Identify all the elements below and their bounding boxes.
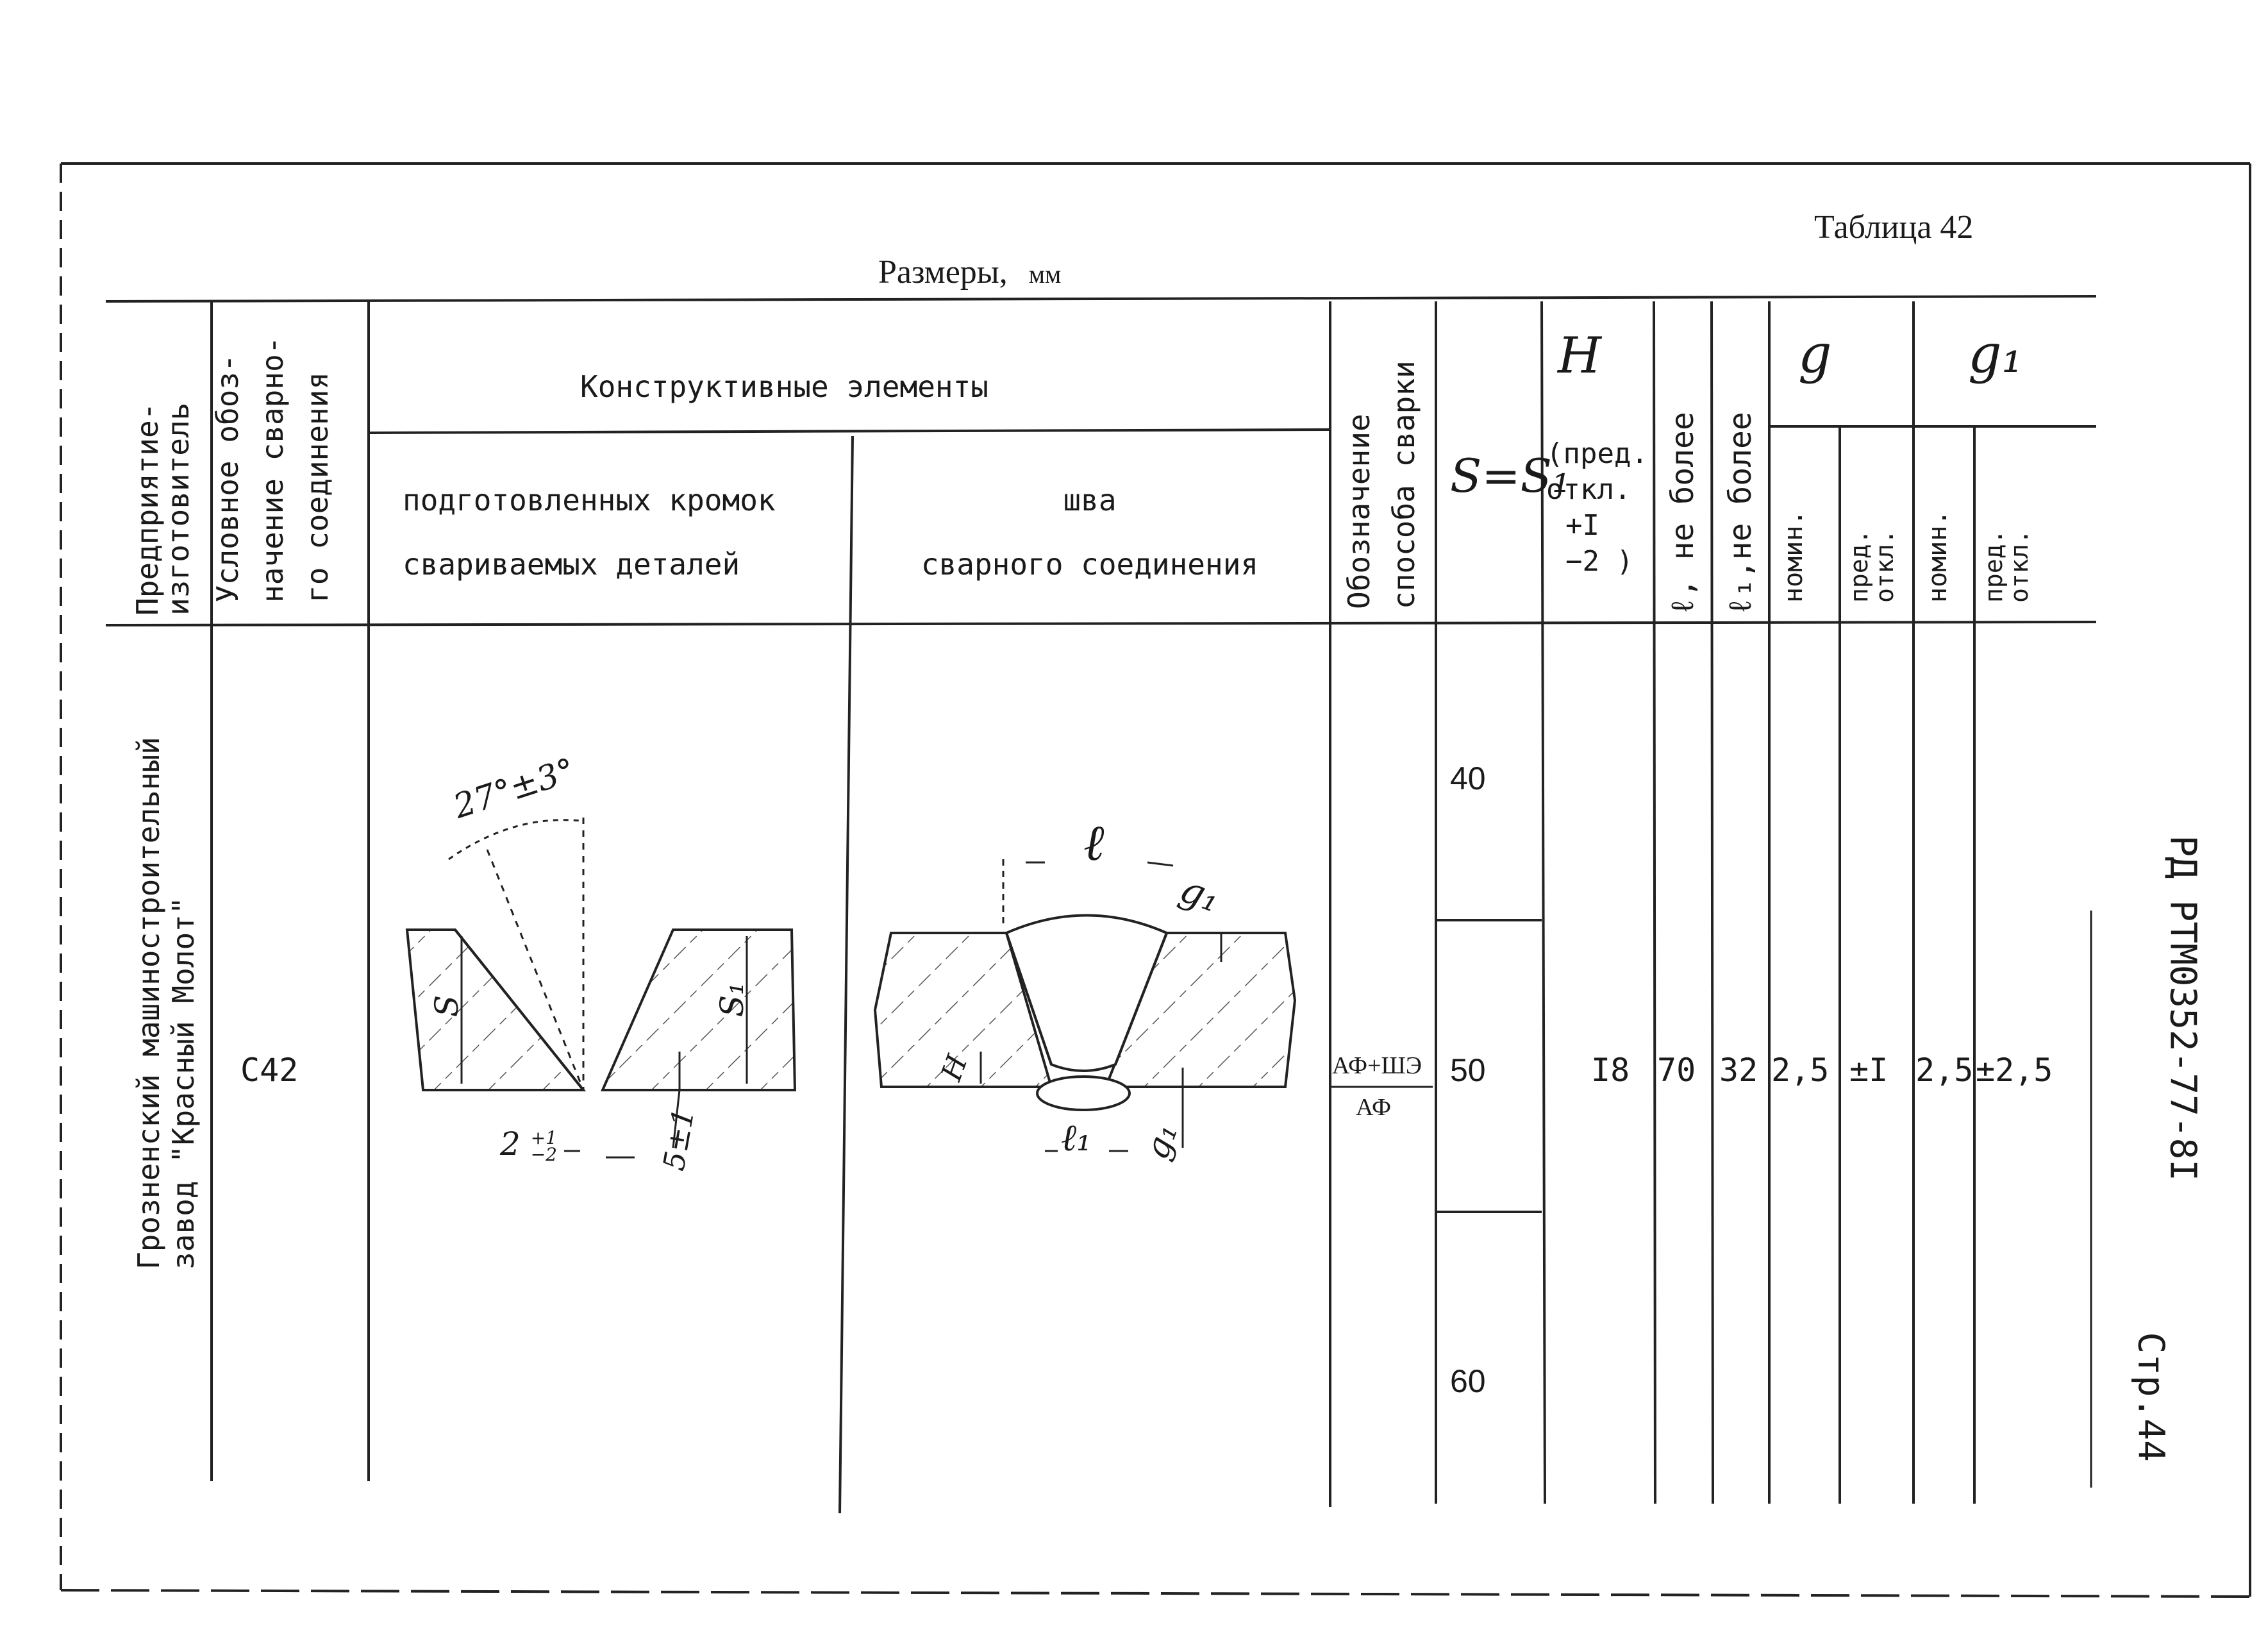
label-g1-bottom: g₁ [1137, 1118, 1186, 1164]
row-g1-nom: 2,5 [1915, 1052, 1974, 1089]
header-designation [205, 337, 340, 603]
header-l: ℓ, не более [1665, 412, 1701, 616]
header-g1-pred-2: откл. [2005, 529, 2033, 603]
header-weld [897, 478, 1282, 587]
label-l1: ℓ₁ [1061, 1116, 1092, 1159]
row-welding-method-bottom: АФ [1356, 1094, 1392, 1121]
row-enterprise-line-2: завод "Красный Молот" [166, 896, 201, 1270]
label-gap [500, 1125, 557, 1163]
header-weld-line-1: шва [1063, 483, 1117, 517]
header-welding-method [1337, 360, 1426, 609]
header-g-pred-1: пред. [1845, 529, 1873, 603]
row-l1: 32 [1719, 1052, 1758, 1089]
header-designation-line-2: начение сварно- [255, 336, 290, 603]
row-h: I8 [1591, 1052, 1630, 1089]
header-enterprise [125, 403, 201, 616]
header-prepared-edges [403, 478, 776, 587]
header-welding-method-line-1: Обозначение [1342, 414, 1376, 609]
label-l: ℓ [1083, 814, 1105, 872]
row-s-value-3: 60 [1450, 1363, 1486, 1399]
header-l1: ℓ₁,не более [1722, 412, 1758, 616]
row-welding-method-top: АФ+ШЭ [1332, 1052, 1422, 1079]
header-h-tolerance-4: −2 ) [1565, 545, 1633, 578]
row-g-nom: 2,5 [1771, 1052, 1830, 1089]
label-gap-tol [530, 1127, 557, 1165]
header-h-tolerance-2: откл. [1546, 473, 1631, 506]
row-g-tol: ±I [1849, 1052, 1889, 1089]
row-g1-tol: ±2,5 [1976, 1052, 2053, 1089]
header-prepared-edges-line-2: свариваемых деталей [403, 547, 740, 582]
header-g1-symbol: g₁ [1968, 324, 2023, 385]
header-enterprise-line-2: изготовитель [161, 402, 196, 616]
header-g1-pred [1981, 530, 2032, 603]
header-h-tolerance [1546, 436, 1648, 580]
header-g-symbol: g [1798, 324, 1832, 385]
header-designation-line-3: го соединения [300, 371, 335, 603]
header-designation-line-1: Условное обоз- [210, 354, 245, 603]
header-structural-elements: Конструктивные элементы [580, 369, 988, 404]
header-g1-pred-1: пред. [1980, 529, 2008, 603]
label-root: 5±1 [656, 1105, 701, 1173]
side-note: РД РТМ0352-77-8I [2162, 835, 2204, 1181]
header-s-s1: S=S₁ [1450, 449, 1571, 503]
row-s-value-2: 50 [1450, 1052, 1486, 1088]
dimensions-unit: мм [1028, 260, 1062, 289]
label-h: H [935, 1050, 974, 1086]
label-angle: 27°±3° [449, 751, 580, 827]
row-enterprise-line-1: Грозненский машиностроительный [131, 737, 166, 1270]
label-gap-plus: +1 [530, 1127, 557, 1148]
header-g1-nomin: номин. [1923, 510, 1953, 603]
header-enterprise-line-1: Предприятие- [130, 402, 165, 616]
header-h-tolerance-1: (пред. [1546, 437, 1648, 470]
header-g-nomin: номин. [1779, 510, 1808, 603]
header-prepared-edges-line-1: подготовленных кромок [403, 483, 776, 517]
label-s1: S₁ [713, 982, 751, 1018]
row-l: 70 [1657, 1052, 1696, 1089]
table-title: Таблица 42 [1814, 209, 1974, 246]
header-g-pred [1846, 530, 1897, 603]
header-g-pred-2: откл. [1871, 529, 1899, 603]
dimensions-text: Размеры, [878, 254, 1008, 290]
header-h-tolerance-3: +I [1565, 509, 1599, 542]
label-s: S [428, 995, 466, 1018]
dimensions-label [878, 253, 1061, 291]
row-enterprise [131, 737, 201, 1270]
label-gap-minus: −2 [530, 1144, 557, 1165]
row-s-value-1: 40 [1450, 760, 1486, 796]
label-gap-value: 2 [500, 1125, 521, 1163]
row-designation: С42 [240, 1052, 299, 1089]
weld-drawing [875, 859, 1295, 1151]
header-weld-line-2: сварного соединения [921, 547, 1259, 582]
header-welding-method-line-2: способа сварки [1387, 360, 1421, 609]
label-g1-top: g₁ [1174, 866, 1226, 921]
page-number: Стр.44 [2130, 1332, 2172, 1462]
header-h-symbol: H [1558, 327, 1602, 385]
